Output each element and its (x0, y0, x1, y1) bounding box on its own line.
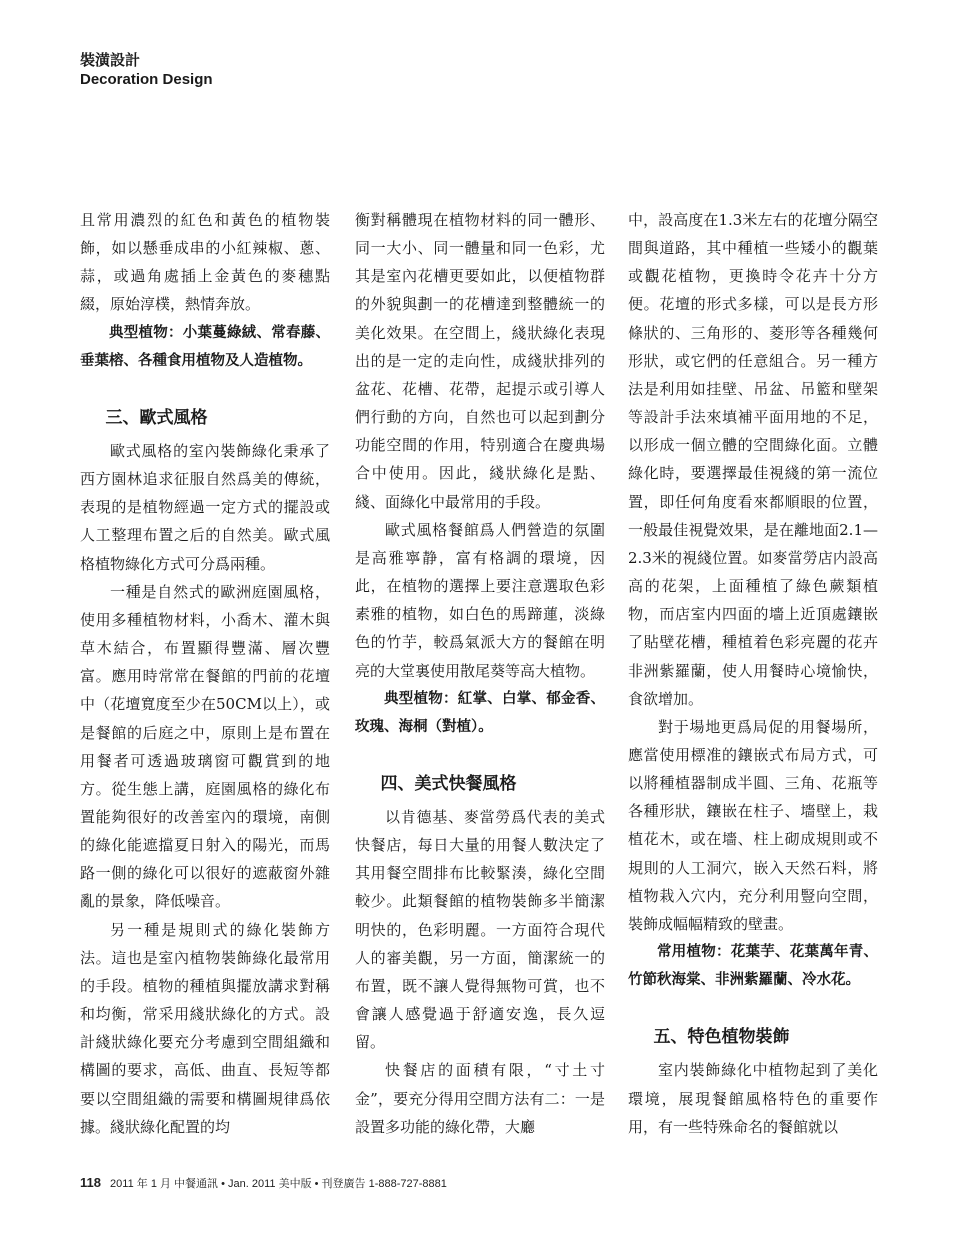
page-footer (80, 1175, 447, 1191)
heading-feature-plants: 五、特色植物裝飾 (653, 1027, 790, 1048)
typical-plants-note: 典型植物：紅掌、白掌、郁金香、玫瑰、海桐（對植）。 (355, 690, 605, 735)
paragraph: 快餐店的面積有限，“寸土寸金”，要充分得用空間方法有二：一是設置多功能的綠化帶，大廳 (355, 1061, 605, 1136)
paragraph: 衡對稱體現在植物材料的同一體形、同一大小、同一體量和同一色彩，尤其是室內花槽更要如此，以便植物群的外貌與劃一的花槽達到整體統一的美化效果。在空間上，綫狀綠化表現出的是一定的走向性，成綫狀排列的盆花、花槽、花帶，起提示或引導人們行動的方向，自然也可以起到劃分功能空間的作用，特别適合在慶典場合中使用。因此，綫狀綠化是點、綫、面綠化中最常用的手段。 (355, 211, 605, 511)
paragraph: 對于場地更爲局促的用餐場所，應當使用標准的鑲嵌式布局方式，可以將種植器制成半圓、三角、花瓶等各種形狀，鑲嵌在柱子、墻壁上，栽植花木，或在墻、柱上砌成規則或不規則的人工洞穴，嵌入天然石料，將植物栽入穴内，充分利用豎向空間，裝飾成幅幅精致的壁畫。 (628, 717, 878, 933)
paragraph: 另一種是規則式的綠化裝飾方法。這也是室內植物裝飾綠化最常用的手段。植物的種植與擺放講求對稱和均衡，常采用綫狀綠化的方式。設計綫狀綠化要充分考慮到空間組織和構圖的要求，高低、曲直、長短等都要以空間組織的需要和構圖規律爲依據。綫狀綠化配置的均 (80, 920, 330, 1136)
typical-plants-note: 典型植物：小葉蔓綠絨、常春藤、垂葉榕、各種食用植物及人造植物。 (80, 324, 330, 369)
column-1 (80, 206, 330, 1141)
footer-text: 2011 年 1 月 中餐通訊 • Jan. 2011 美中版 • 刊登廣告 1-888-727-8881 (110, 1178, 447, 1190)
column-2 (355, 206, 605, 1141)
paragraph: 歐式風格餐館爲人們營造的氛圍是高雅寧静，富有格調的環境，因此，在植物的選擇上要注意選取色彩素雅的植物，如白色的馬蹄蓮，淡綠色的竹芋，較爲氣派大方的餐館在明亮的大堂裏使用散尾葵等高大植物。 (355, 520, 605, 680)
paragraph: 以肯德基、麥當勞爲代表的美式快餐店，每日大量的用餐人數決定了其用餐空間排布比較緊湊，綠化空間較少。此類餐館的植物裝飾多半簡潔明快的，色彩明麗。一方面符合現代人的審美觀，另一方面，簡潔統一的布置，既不讓人覺得無物可賞，也不會讓人感覺過于舒適安逸，長久逗留。 (355, 807, 605, 1052)
page-header (80, 50, 213, 90)
paragraph: 室内裝飾綠化中植物起到了美化環境，展現餐館風格特色的重要作用，有一些特殊命名的餐館就以 (628, 1061, 878, 1136)
heading-american-fastfood-style: 四、美式快餐風格 (380, 773, 517, 794)
paragraph: 一種是自然式的歐洲庭園風格，使用多種植物材料，小喬木、灌木與草木結合，布置顯得豐滿、層次豐富。應用時常常在餐館的門前的花壇中（花壇寬度至少在50CM以上），或是餐館的后庭之中，原則上是布置在用餐者可透過玻璃窗可觀賞到的地方。從生態上講，庭園風格的綠化布置能夠很好的改善室內的環境，南側的綠化能遮擋夏日射入的陽光，而馬路一側的綠化可以很好的遮蔽窗外雜亂的景象，降低噪音。 (80, 582, 330, 911)
heading-european-style: 三、歐式風格 (105, 407, 208, 428)
paragraph: 且常用濃烈的紅色和黃色的植物裝飾，如以懸垂成串的小紅辣椒、蔥、蒜，或過角處插上金黃色的麥穗點綴，原始淳樸，熱情奔放。 (80, 211, 330, 314)
paragraph: 中，設高度在1.3米左右的花壇分隔空間與道路，其中種植一些矮小的觀葉或觀花植物，更換時令花卉十分方便。花壇的形式多樣，可以是長方形條狀的、三角形的、菱形等各種幾何形狀，或它們的任意組合。另一種方法是利用如挂壁、吊盆、吊籃和壁架等設計手法來填補平面用地的不足，以形成一個立體的空間綠化面。立體綠化時，要選擇最佳視綫的第一流位置，即任何角度看來都順眼的位置，一般最佳視覺效果，是在離地面2.1—2.3米的視綫位置。如麥當勞店内設高高的花架，上面種植了綠色蕨類植物，而店室内四面的墻上近頂處鑲嵌了貼壁花槽，種植着色彩亮麗的花卉非洲紫羅蘭，使人用餐時心境愉快，食欲增加。 (628, 211, 878, 708)
section-title-zh: 裝潢設計 (80, 51, 141, 69)
common-plants-note: 常用植物：花葉芋、花葉萬年青、竹節秋海棠、非洲紫羅蘭、冷水花。 (628, 944, 878, 989)
section-title-en: Decoration Design (80, 71, 213, 88)
page-number: 118 (80, 1175, 101, 1190)
paragraph: 歐式風格的室內裝飾綠化秉承了西方園林追求征服自然爲美的傳統，表現的是植物經過一定方式的擺設或人工整理布置之后的自然美。歐式風格植物綠化方式可分爲兩種。 (80, 441, 330, 573)
column-3 (628, 206, 878, 1141)
